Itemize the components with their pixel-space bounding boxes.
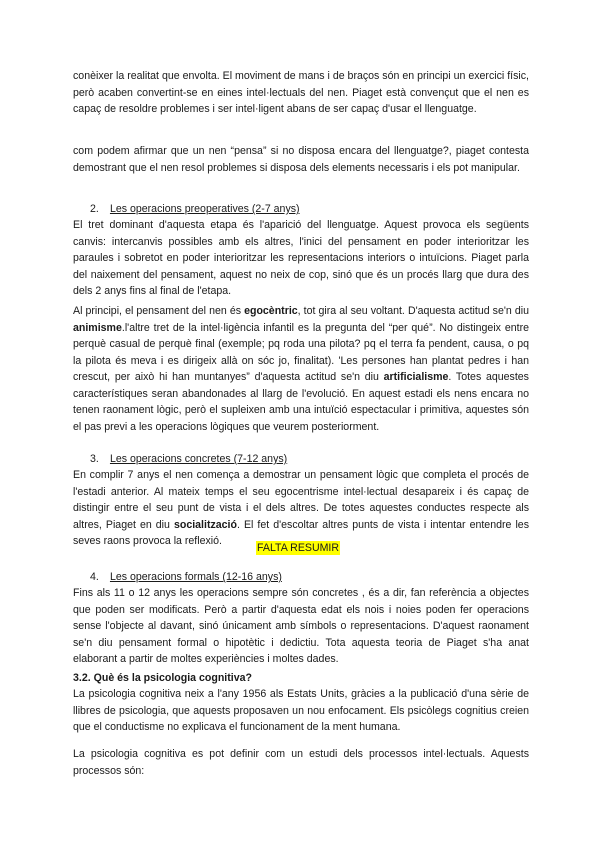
paragraph-preoperatives-2: Al principi, el pensament del nen és egocèntric, tot gira al seu voltant. D'aquesta actitud se'n diu animisme.l'altre tret de la intel·ligència infantil es la pregunta del “per qué”. No distingeix entre perquè casual de perquè final (exemple; pq roda una pilota? pq el terra fa pendent, causa, o pq la pilota és meva i es dirigeix allà on sóc jo, finalitat). 'Les persones han plantat pedres i han crescut, per això hi han muntanyes” d'aquesta actitud se'n diu artificialisme. Totes aquestes característiques seran abandonades al llarg de l'evolució. En aquest estadi els nens encara no tenen raonament lògic, però el supleixen amb una intuïció espectacular i primitiva, aquestes són el pas previ a les operacions lògiques que veurem posteriorment. (73, 305, 529, 433)
term-animisme: animisme (73, 321, 122, 334)
list-title: Les operacions concretes (7-12 anys) (109, 453, 288, 465)
paragraph-concretes: En complir 7 anys el nen comença a demostrar un pensament lògic que completa el procés de l'estadi anterior. Al mateix temps el seu egocentrisme intel·lectual desapareix i és capaç de distingir entre el seu punt de vista i el dels altres. De totes aquestes conductes respecte als altres, Piaget en diu socialització. El fet d'escoltar altres punts de vista i intentar entendre les seves raons provoca la reflexió. (73, 469, 529, 547)
list-title: Les operacions formals (12-16 anys) (109, 571, 282, 583)
list-heading-preoperatives (90, 201, 300, 218)
paragraph-preoperatives-1: El tret dominant d'aquesta etapa és l'aparició del llenguatge. Aquest provoca els següents canvis: intercanvis possibles amb els altres, l'inici del pensament en poder interioritzar les paraules i sobretot en poder interioritzar les representacions interiors o intuïcions. Piaget parla del naixement del pensament, aquest no neix de cop, sinó que és un procés llarg que dura des dels 2 anys fins al final de l'etapa. (73, 219, 529, 297)
list-heading-concretes (90, 451, 287, 468)
paragraph-intro-1: conèixer la realitat que envolta. El moviment de mans i de braços són en principi un exercici físic, però acaben convertint-se en eines intel·lectuals del nen. Piaget està convençut que el nen es capaç de resoldre problemes i ser intel·ligent abans de ser capaç d'usar el llenguatge. (73, 70, 529, 115)
paragraph-intro-2: com podem afirmar que un nen “pensa” si no disposa encara del llenguatge?, piaget contesta demostrant que el nen resol problemes si disposa dels elements necessaris i els pot manipular. (73, 145, 529, 174)
paragraph-cognitiva-1: La psicologia cognitiva neix a l'any 1956 als Estats Units, gràcies a la publicació d'una sèrie de llibres de psicologia, que aquests proposaven un nou enfocament. Els psicòlegs cognitius creien que el conductisme no explicava el funcionament de la ment humana. (73, 688, 529, 733)
paragraph-cognitiva-2: La psicologia cognitiva es pot definir com un estudi dels processos intel·lectuals. Aquests processos són: (73, 748, 529, 777)
list-heading-formals (90, 569, 282, 586)
list-number: 2. (90, 203, 99, 215)
list-number: 3. (90, 453, 99, 465)
section-title-3-2: 3.2. Què és la psicologia cognitiva? (73, 672, 252, 684)
term-egocentric: egocèntric (244, 305, 298, 317)
list-number: 4. (90, 571, 99, 583)
list-title: Les operacions preoperatives (2-7 anys) (109, 203, 300, 215)
term-artificialisme: artificialisme (383, 371, 449, 383)
highlight-note: FALTA RESUMIR (257, 542, 340, 554)
term-socialitzacio: socialització (173, 518, 237, 531)
paragraph-formals: Fins als 11 o 12 anys les operacions sempre són concretes , és a dir, fan referència a objectes que poden ser modificats. Però a partir d'aquesta edat els nois i noies poden fer operacions sense l'objecte al davant, sinó únicament amb símbols o representacions. D'aquest raonament se'n diu pensament formal o hipotètic i dedictiu. Tota aquesta teoria de Piaget s'ha anat elaborant a partir de moltes experiències i moltes dades. (73, 587, 529, 665)
